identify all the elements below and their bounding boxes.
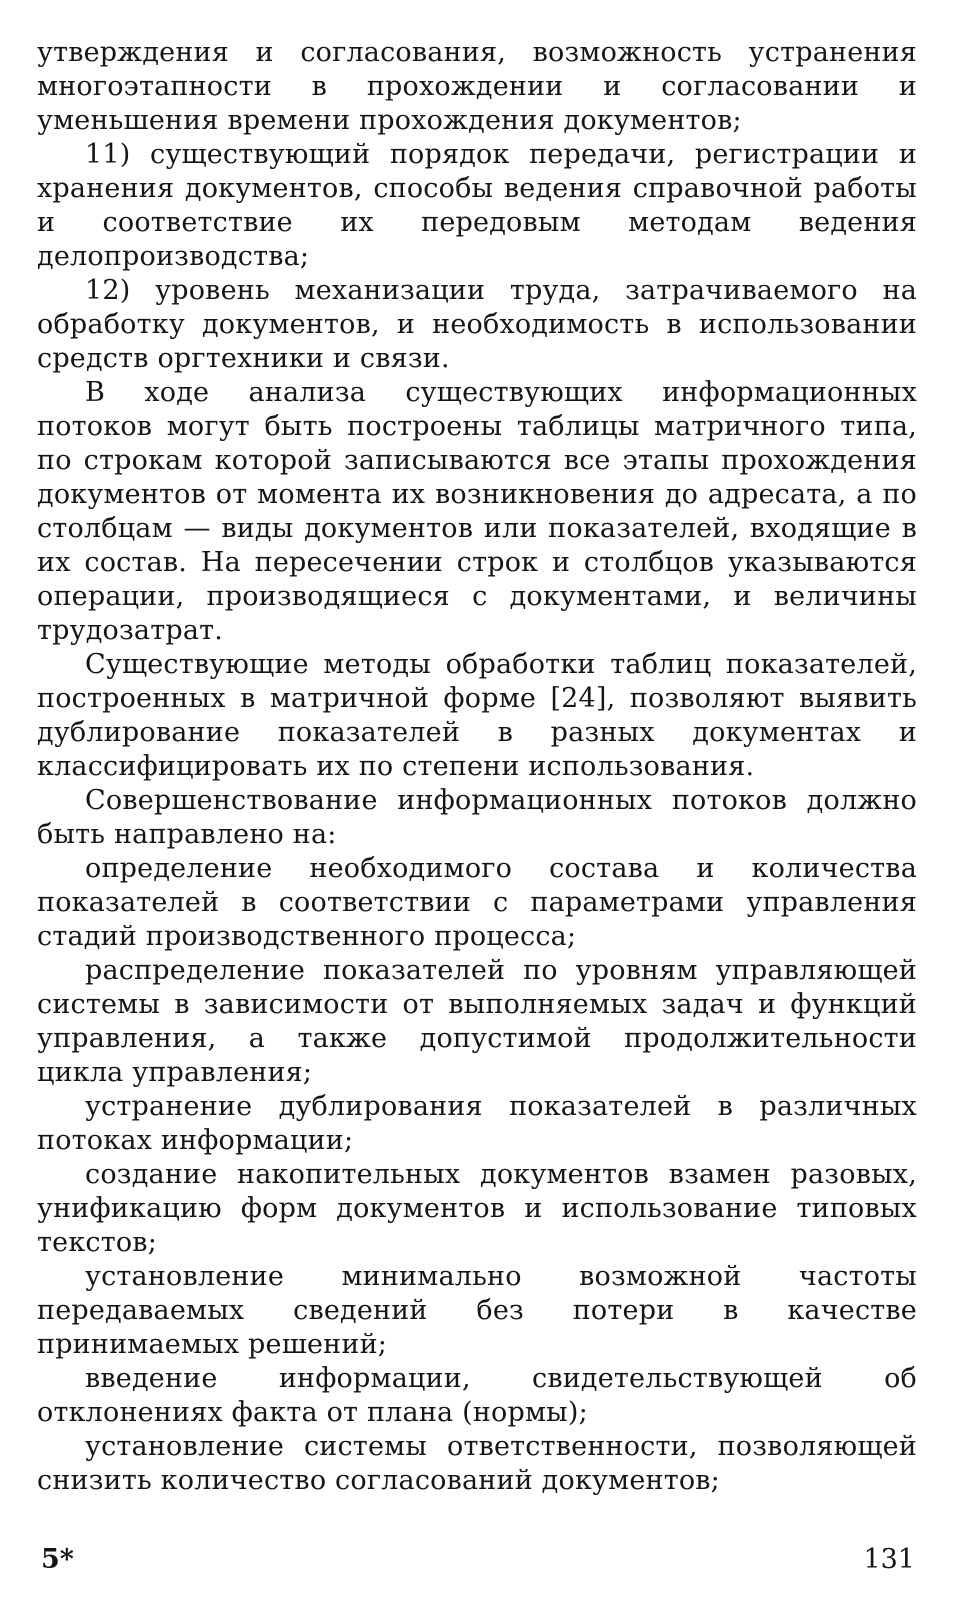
paragraph-continuation: утверждения и согласования, возможность устранения многоэтапности в прохождении и согласовании и уменьшения времени прохождения документов; (37, 37, 917, 136)
paragraph-item-12: 12) уровень механизации труда, затрачиваемого на обработку документов, и необходимость в использовании средств оргтехники и связи. (37, 275, 917, 374)
list-item-frequency: установление минимально возможной частоты передаваемых сведений без потери в качестве принимаемых решений; (37, 1261, 917, 1360)
paragraph-improvement-intro: Совершенствование информационных потоков должно быть направлено на: (37, 785, 917, 850)
list-item-cumulative-documents: создание накопительных документов взамен разовых, унификацию форм документов и использование типовых текстов; (37, 1159, 917, 1258)
list-item-deviation-info: введение информации, свидетельствующей об отклонениях факта от плана (нормы); (37, 1363, 917, 1428)
list-item-distribution: распределение показателей по уровням управляющей системы в зависимости от выполняемых задач и функций управления, а также допустимой продолжительности цикла управления; (37, 955, 917, 1088)
body-text (37, 36, 917, 1498)
paragraph-methods: Существующие методы обработки таблиц показателей, построенных в матричной форме [24], позволяют выявить дублирование показателей в разных документах и классифицировать их по степени использования. (37, 649, 917, 782)
list-item-responsibility: установление системы ответственности, позволяющей снизить количество согласований документов; (37, 1431, 917, 1496)
paragraph-analysis: В ходе анализа существующих информационных потоков могут быть построены таблицы матричного типа, по строкам которой записываются все этапы прохождения документов от момента их возникновения до адресата, а по столбцам — виды документов или показателей, входящие в их состав. На пересечении строк и столбцов указываются операции, производящиеся с документами, и величины трудозатрат. (37, 377, 917, 646)
page-number: 131 (863, 1544, 915, 1575)
list-item-duplication: устранение дублирования показателей в различных потоках информации; (37, 1091, 917, 1156)
paragraph-item-11: 11) существующий порядок передачи, регистрации и хранения документов, способы ведения справочной работы и соответствие их передовым методам ведения делопроизводства; (37, 139, 917, 272)
signature-mark: 5* (41, 1544, 74, 1575)
list-item-composition: определение необходимого состава и количества показателей в соответствии с параметрами управления стадий производственного процесса; (37, 853, 917, 952)
